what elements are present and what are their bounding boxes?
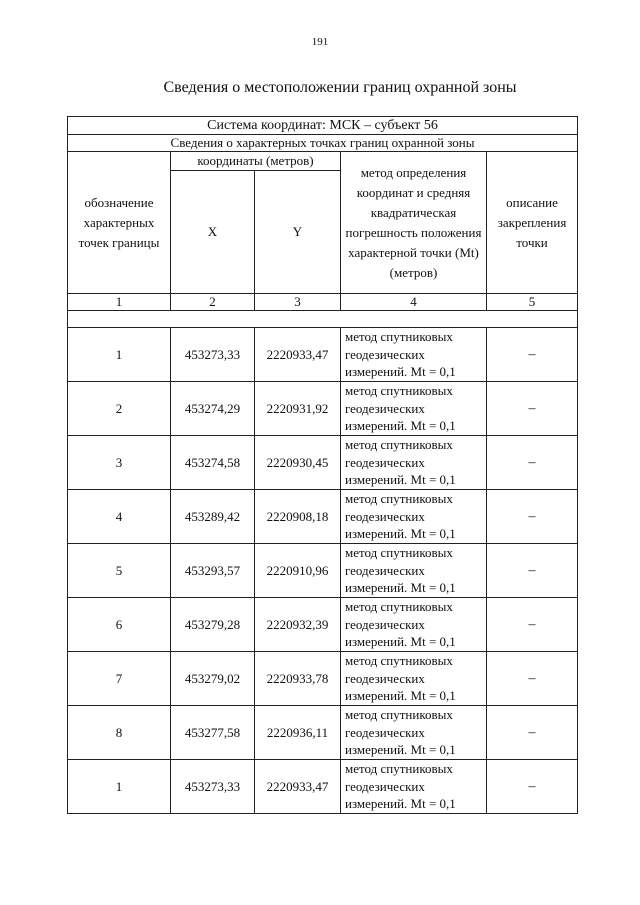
y-coordinate-cell: 2220933,47 (255, 328, 341, 382)
x-coordinate-cell: 453273,33 (171, 328, 255, 382)
y-coordinate-cell: 2220933,78 (255, 652, 341, 706)
designation-column-header: обозначение характерных точек границы (68, 152, 171, 294)
column-number: 4 (341, 294, 487, 311)
description-cell: – (487, 598, 578, 652)
description-cell: – (487, 436, 578, 490)
table-row (68, 706, 578, 760)
description-cell: – (487, 760, 578, 814)
method-column-header: метод определения координат и средняя квадратическая погрешность положения характерной точки (Mt) (метров) (341, 152, 487, 294)
x-coordinate-cell: 453274,29 (171, 382, 255, 436)
x-coordinate-cell: 453277,58 (171, 706, 255, 760)
column-number: 1 (68, 294, 171, 311)
point-cell: 5 (68, 544, 171, 598)
table-row (68, 760, 578, 814)
method-cell: метод спутниковых геодезических измерений. Mt = 0,1 (341, 490, 487, 544)
method-cell: метод спутниковых геодезических измерений. Mt = 0,1 (341, 328, 487, 382)
description-cell: – (487, 382, 578, 436)
data-rows (68, 328, 578, 814)
x-coordinate-cell: 453289,42 (171, 490, 255, 544)
page-number: 191 (311, 36, 329, 48)
description-cell: – (487, 706, 578, 760)
point-cell: 4 (68, 490, 171, 544)
boundary-points-header: Сведения о характерных точках границ охранной зоны (68, 135, 578, 152)
coordinate-system-header: Система координат: МСК – субъект 56 (68, 117, 578, 135)
method-cell: метод спутниковых геодезических измерений. Mt = 0,1 (341, 652, 487, 706)
point-cell: 7 (68, 652, 171, 706)
point-cell: 8 (68, 706, 171, 760)
method-cell: метод спутниковых геодезических измерений. Mt = 0,1 (341, 598, 487, 652)
spacer-row (68, 311, 578, 328)
y-coordinate-cell: 2220936,11 (255, 706, 341, 760)
description-column-header: описание закрепления точки (487, 152, 578, 294)
x-column-header: X (171, 171, 255, 294)
point-cell: 6 (68, 598, 171, 652)
table-row (68, 598, 578, 652)
y-column-header: Y (255, 171, 341, 294)
method-cell: метод спутниковых геодезических измерений. Mt = 0,1 (341, 706, 487, 760)
table-row (68, 382, 578, 436)
description-cell: – (487, 328, 578, 382)
table-row (68, 652, 578, 706)
table-row (68, 544, 578, 598)
y-coordinate-cell: 2220932,39 (255, 598, 341, 652)
spacer-cell (68, 311, 578, 328)
point-cell: 1 (68, 760, 171, 814)
point-cell: 3 (68, 436, 171, 490)
x-coordinate-cell: 453279,02 (171, 652, 255, 706)
table-row (68, 436, 578, 490)
column-number: 5 (487, 294, 578, 311)
method-cell: метод спутниковых геодезических измерений. Mt = 0,1 (341, 544, 487, 598)
method-cell: метод спутниковых геодезических измерений. Mt = 0,1 (341, 382, 487, 436)
table-row (68, 328, 578, 382)
column-number: 3 (255, 294, 341, 311)
x-coordinate-cell: 453279,28 (171, 598, 255, 652)
y-coordinate-cell: 2220930,45 (255, 436, 341, 490)
coordinates-column-header: координаты (метров) (171, 152, 341, 171)
y-coordinate-cell: 2220910,96 (255, 544, 341, 598)
point-cell: 1 (68, 328, 171, 382)
page-title: Сведения о местоположении границ охранной зоны (163, 79, 517, 96)
y-coordinate-cell: 2220933,47 (255, 760, 341, 814)
method-cell: метод спутниковых геодезических измерений. Mt = 0,1 (341, 436, 487, 490)
table-row (68, 490, 578, 544)
boundary-points-table (67, 116, 578, 814)
x-coordinate-cell: 453293,57 (171, 544, 255, 598)
description-cell: – (487, 490, 578, 544)
column-number: 2 (171, 294, 255, 311)
y-coordinate-cell: 2220908,18 (255, 490, 341, 544)
description-cell: – (487, 652, 578, 706)
method-cell: метод спутниковых геодезических измерений. Mt = 0,1 (341, 760, 487, 814)
column-numbers-row (68, 294, 578, 311)
x-coordinate-cell: 453274,58 (171, 436, 255, 490)
x-coordinate-cell: 453273,33 (171, 760, 255, 814)
y-coordinate-cell: 2220931,92 (255, 382, 341, 436)
point-cell: 2 (68, 382, 171, 436)
description-cell: – (487, 544, 578, 598)
